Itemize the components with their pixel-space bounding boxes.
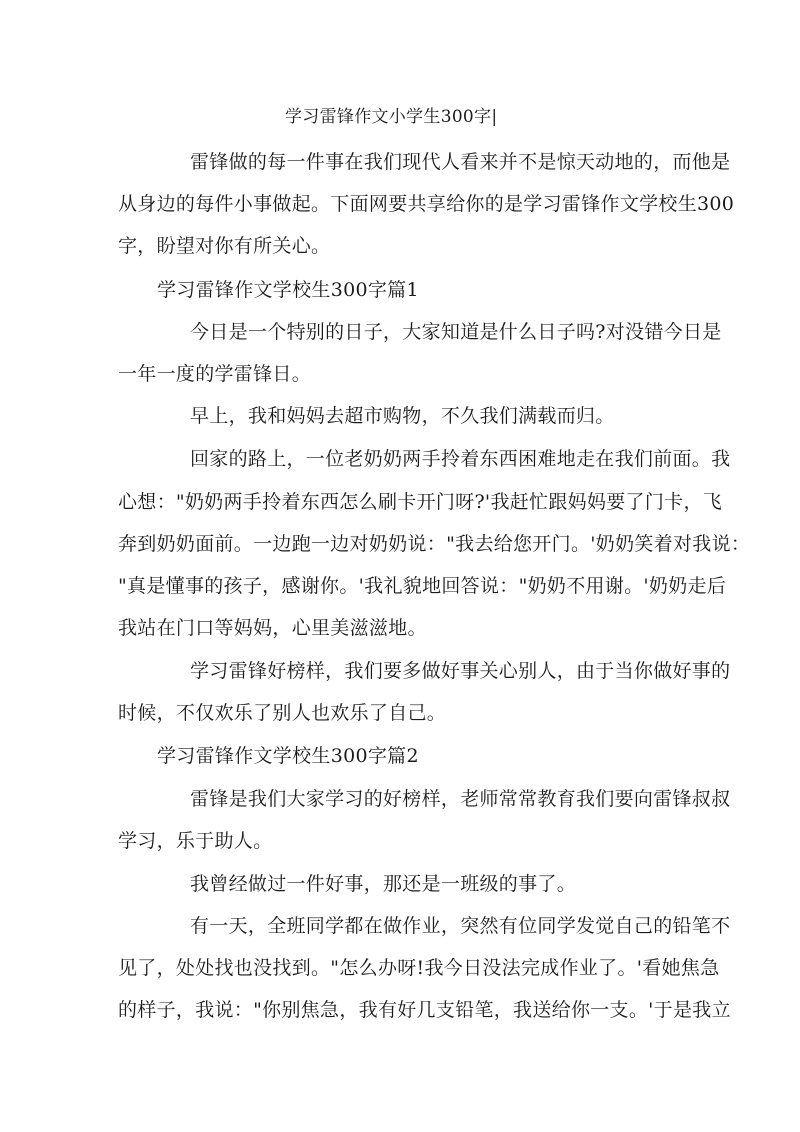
paragraph-line: 心想："奶奶两手拎着东西怎么刷卡开门呀?'我赶忙跟妈妈要了门卡，飞 bbox=[118, 491, 723, 513]
paragraph-line: 早上，我和妈妈去超市购物，不久我们满载而归。 bbox=[190, 405, 615, 427]
paragraph-line: 雷锋是我们大家学习的好榜样，老师常常教育我们要向雷锋叔叔 bbox=[190, 788, 731, 810]
paragraph-line: 学习雷锋好榜样，我们要多做好事关心别人，由于当你做好事的 bbox=[190, 660, 731, 682]
paragraph-line: 回家的路上，一位老奶奶两手拎着东西困难地走在我们前面。我 bbox=[190, 448, 731, 470]
document-title: 学习雷锋作文小学生300字| bbox=[285, 107, 498, 127]
paragraph-line: 学习，乐于助人。 bbox=[118, 830, 273, 852]
section-heading: 学习雷锋作文学校生300字篇2 bbox=[157, 745, 419, 767]
paragraph-line: "真是懂事的孩子，感谢你。'我礼貌地回答说："奶奶不用谢。'奶奶走后 bbox=[118, 575, 727, 597]
paragraph-line: 字，盼望对你有所关心。 bbox=[118, 235, 331, 257]
paragraph-line: 时候，不仅欢乐了别人也欢乐了自己。 bbox=[118, 702, 447, 724]
paragraph-line: 的样子，我说："你别焦急，我有好几支铅笔，我送给你一支。'于是我立 bbox=[118, 999, 731, 1021]
paragraph-line: 奔到奶奶面前。一边跑一边对奶奶说："我去给您开门。'奶奶笑着对我说： bbox=[118, 533, 751, 555]
paragraph-line: 我站在门口等妈妈，心里美滋滋地。 bbox=[118, 617, 427, 639]
paragraph-line: 见了，处处找也没找到。"怎么办呀!我今日没法完成作业了。'看她焦急 bbox=[118, 957, 720, 979]
paragraph-line: 有一天，全班同学都在做作业，突然有位同学发觉自己的铅笔不 bbox=[190, 915, 731, 937]
paragraph-line: 一年一度的学雷锋日。 bbox=[118, 363, 312, 385]
section-heading: 学习雷锋作文学校生300字篇1 bbox=[157, 279, 419, 301]
paragraph-line: 今日是一个特别的日子，大家知道是什么日子吗?对没错今日是 bbox=[190, 321, 722, 343]
paragraph-line: 雷锋做的每一件事在我们现代人看来并不是惊天动地的，而他是 bbox=[190, 151, 731, 173]
paragraph-line: 我曾经做过一件好事，那还是一班级的事了。 bbox=[190, 873, 577, 895]
paragraph-line: 从身边的每件小事做起。下面网要共享给你的是学习雷锋作文学校生300 bbox=[118, 193, 735, 215]
